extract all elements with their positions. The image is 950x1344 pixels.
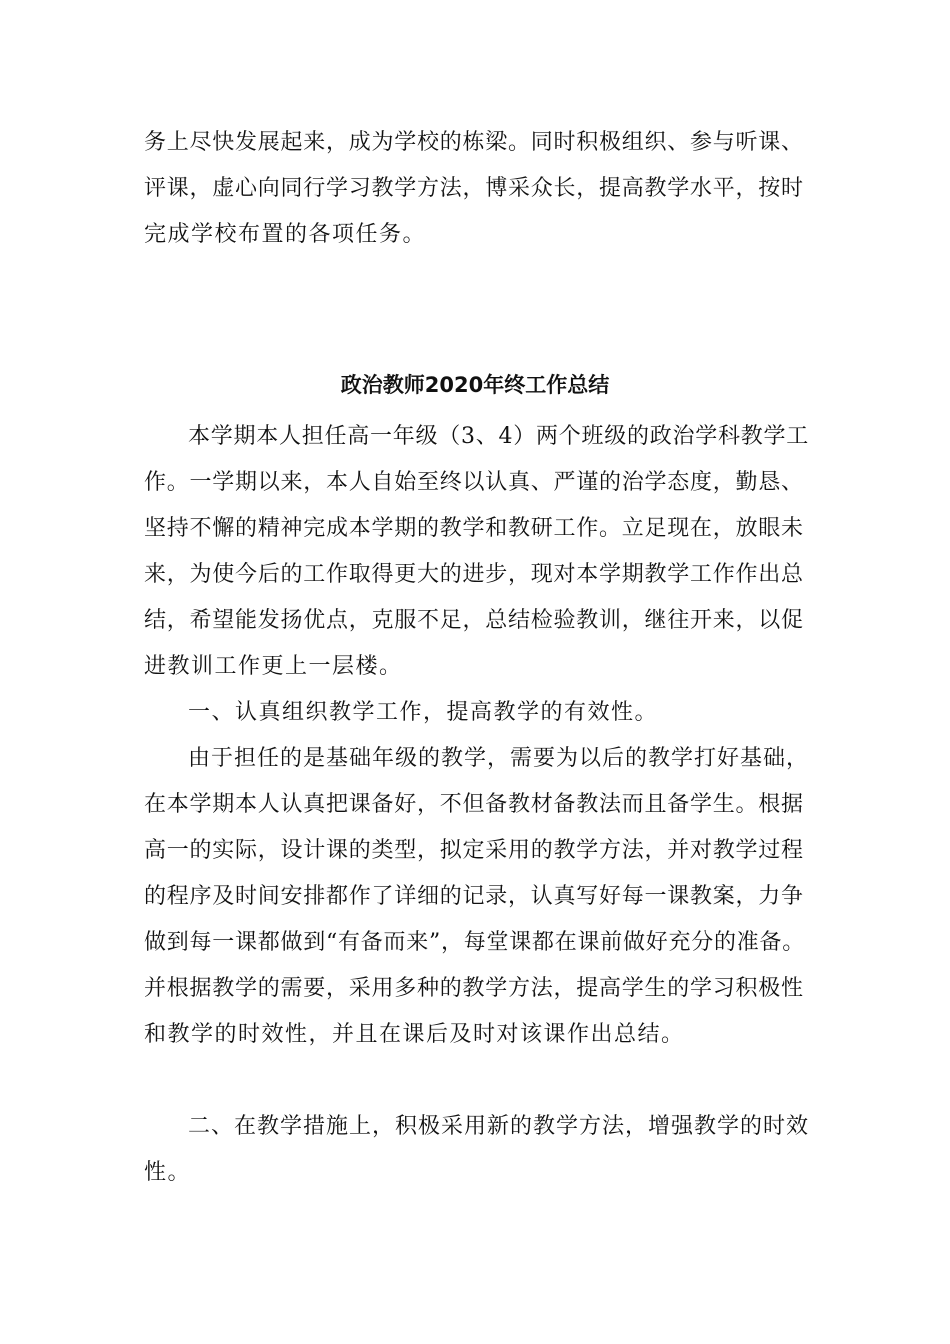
paragraph-line: 由于担任的是基础年级的教学，需要为以后的教学打好基础， <box>188 746 810 771</box>
paragraph-line: 做到每一课都做到“有备而来”，每堂课都在课前做好充分的准备。 <box>144 930 805 955</box>
paragraph-line: 和教学的时效性，并且在课后及时对该课作出总结。 <box>144 1022 685 1047</box>
paragraph-line: 完成学校布置的各项任务。 <box>144 222 427 247</box>
section-heading-line: 二、在教学措施上，积极采用新的教学方法，增强教学的时效 <box>188 1114 810 1139</box>
paragraph-line: 本学期本人担任高一年级（3、4）两个班级的政治学科教学工 <box>188 424 809 449</box>
paragraph-line: 并根据教学的需要，采用多种的教学方法，提高学生的学习积极性 <box>144 976 804 1001</box>
paragraph-line: 进教训工作更上一层楼。 <box>144 654 403 679</box>
paragraph-line: 的程序及时间安排都作了详细的记录，认真写好每一课教案，力争 <box>144 884 804 909</box>
paragraph-line: 作。一学期以来，本人自始至终以认真、严谨的治学态度，勤恳、 <box>144 470 804 495</box>
paragraph-line: 结，希望能发扬优点，克服不足，总结检验教训，继往开来，以促 <box>144 608 804 633</box>
section-heading-line: 一、认真组织教学工作，提高教学的有效性。 <box>188 700 659 725</box>
paragraph-line: 来，为使今后的工作取得更大的进步，现对本学期教学工作作出总 <box>144 562 804 587</box>
section-1-heading <box>144 690 809 736</box>
paragraph-line: 坚持不懈的精神完成本学期的教学和教研工作。立足现在，放眼未 <box>144 516 804 541</box>
section-1-paragraph <box>144 736 809 1058</box>
paragraph-line: 在本学期本人认真把课备好，不但备教材备教法而且备学生。根据 <box>144 792 804 817</box>
document-title: 政治教师2020年终工作总结 <box>340 373 610 397</box>
section-2-heading <box>144 1104 809 1196</box>
paragraph-line: 评课，虚心向同行学习教学方法，博采众长，提高教学水平，按时 <box>144 176 804 201</box>
paragraph-line: 高一的实际，设计课的类型，拟定采用的教学方法，并对教学过程 <box>144 838 804 863</box>
section-heading-line: 性。 <box>144 1160 192 1185</box>
intro-paragraph <box>144 414 809 690</box>
continuation-paragraph <box>144 120 809 258</box>
paragraph-line: 务上尽快发展起来，成为学校的栋梁。同时积极组织、参与听课、 <box>144 130 804 155</box>
